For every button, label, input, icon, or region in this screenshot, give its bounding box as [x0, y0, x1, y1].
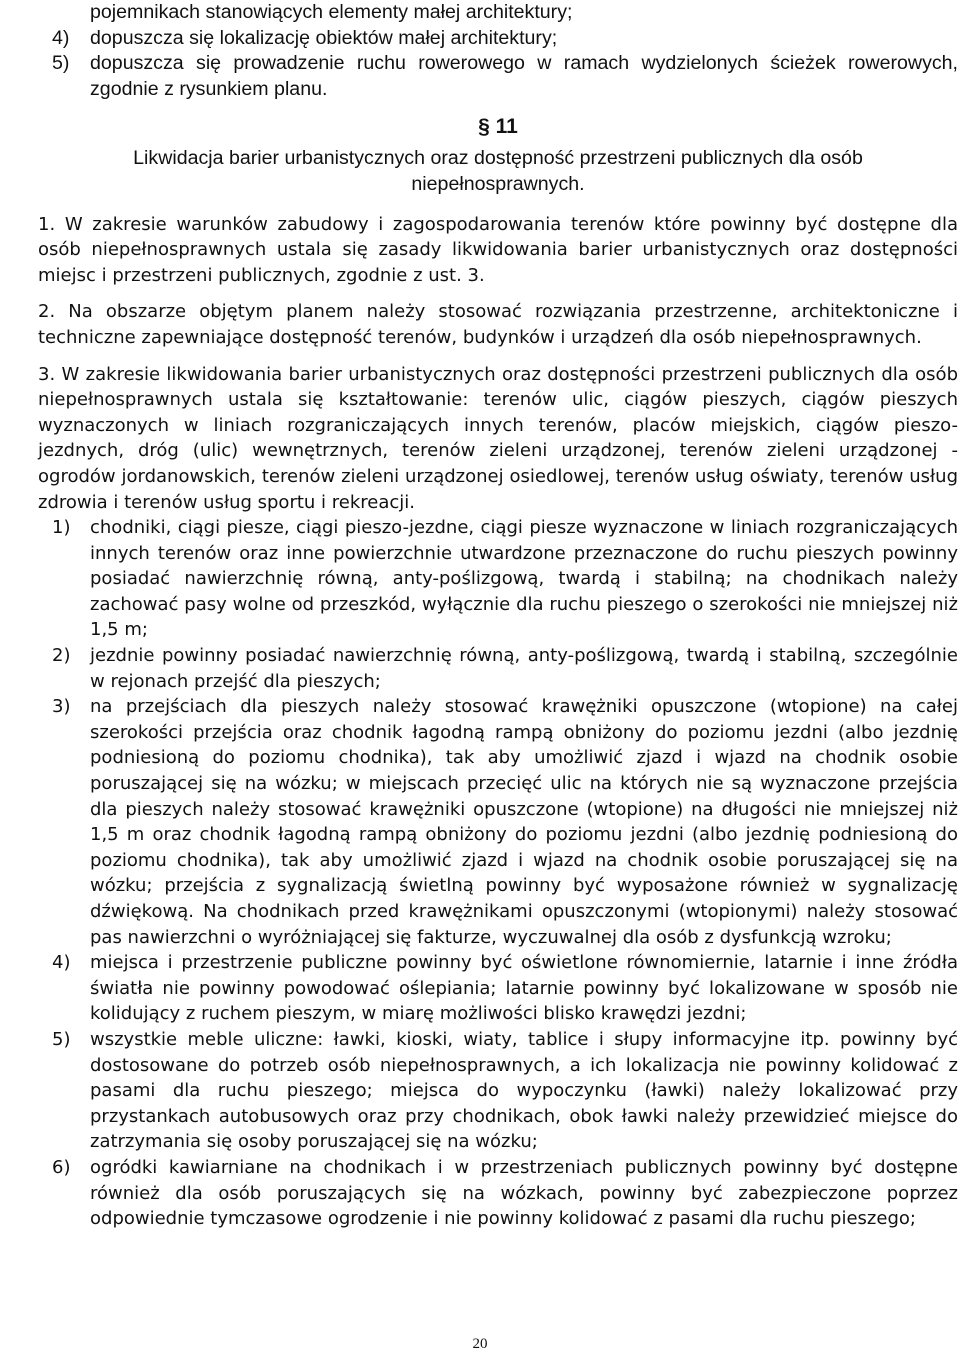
document-page: [38, 0, 958, 1232]
paragraph-text: W zakresie likwidowania barier urbanistycznych oraz dostępności przestrzeni publicznych dla osób niepełnosprawnych ustala się kształtowanie: terenów ulic, ciągów pieszych, ciągów pieszych wyznaczonych w liniach rozgraniczających innych terenów, placów miejskich, ciągów pieszo-jezdnych, dróg (ulic) wewnętrznych, terenów zieleni urządzonej, terenów zieleni urządzonej - ogrodów jordanowskich, terenów zieleni urządzonej osiedlowej, terenów usług oświaty, terenów usług zdrowia i terenów usług sportu i rekreacji.: [38, 363, 958, 513]
list-item-number: 5): [52, 52, 70, 75]
list-item-number: 4): [52, 26, 70, 49]
list-item-text: chodniki, ciągi piesze, ciągi pieszo-jezdne, ciągi piesze wyznaczone w liniach rozgraniczających innych terenów oraz inne powierzchnie utwardzone przeznaczone do ruchu pieszych powinny posiadać nawierzchnię równą, anty-poślizgową, twardą i stabilną; na chodnikach należy zachować pasy wolne od przeszkód, wyłącznie dla ruchu pieszego o szerokości nie mniejszej niż 1,5 m;: [90, 517, 958, 641]
list-item-number: 3): [52, 696, 71, 718]
list-item-text: ogródki kawiarniane na chodnikach i w przestrzeniach publicznych powinny być dostępne również dla osób poruszających się na wózkach, powinny być zabezpieczone poprzez odpowiednie tymczasowe ogrodzenie i nie powinny kolidować z pasami dla ruchu pieszego;: [90, 1156, 958, 1230]
list-item: [38, 950, 958, 1027]
top-block: [38, 0, 958, 102]
list-item: [38, 51, 958, 102]
list-item: [38, 515, 958, 643]
list-item-number: 2): [52, 645, 71, 667]
continued-line: pojemnikach stanowiących elementy małej architektury;: [90, 1, 573, 23]
list-item-number: 1): [52, 517, 71, 539]
list-item-text: dopuszcza się prowadzenie ruchu rowerowego w ramach wydzielonych ścieżek rowerowych, zgodnie z rysunkiem planu.: [90, 52, 958, 100]
paragraph: [38, 212, 958, 289]
paragraph-text: W zakresie warunków zabudowy i zagospodarowania terenów które powinny być dostępne dla osób niepełnosprawnych ustala się zasady likwidowania barier urbanistycznych oraz dostępności miejsc i przestrzeni publicznych, zgodnie z ust. 3.: [38, 213, 958, 286]
list-item-number: 6): [52, 1156, 71, 1178]
list-item-number: 5): [52, 1028, 71, 1050]
paragraph-number: 2.: [38, 301, 56, 323]
list-item: [38, 1027, 958, 1155]
list-item-text: na przejściach dla pieszych należy stosować krawężniki opuszczone (wtopione) na całej szerokości przejścia oraz chodnik łagodną rampą obniżony do poziomu jezdni (albo jezdnię podniesioną do poziomu chodnika), tak aby umożliwić zjazd i wjazd na chodnik osobie poruszającej się na wózku; w miejscach przecięć ulic na których nie są wyznaczone przejścia dla pieszych należy stosować krawężniki opuszczone (wtopione) na długości nie mniejszej niż 1,5 m oraz chodnik łagodną rampą obniżony do poziomu jezdni (albo jezdnię podniesioną do poziomu chodnika), tak aby umożliwić zjazd i wjazd na chodnik osobie poruszającej się na wózku; przejścia z sygnalizacją świetlną powinny być wyposażone również w sygnalizację dźwiękową. Na chodnikach przed krawężnikami opuszczonymi (wtopionymi) należy stosować pas nawierzchni o wyróżniającej się fakturze, wyczuwalnej dla osób z dysfunkcją wzroku;: [90, 696, 958, 948]
list-item-text: wszystkie meble uliczne: ławki, kioski, wiaty, tablice i słupy informacyjne itp. powinny być dostosowane do potrzeb osób niepełnosprawnych, a ich lokalizacja nie powinny kolidować z pasami dla ruchu pieszego; miejsca do wypoczynku (ławki) należy lokalizować przy przystankach autobusowych oraz przy chodnikach, obok ławki należy przewidzieć miejsce do zatrzymania się osoby poruszającej się na wózku;: [90, 1028, 958, 1153]
paragraph-number: 3.: [38, 363, 56, 385]
list-item: [38, 1155, 958, 1232]
paragraphs: [38, 212, 958, 1232]
list-item: [38, 26, 958, 52]
paragraph-text: Na obszarze objętym planem należy stosować rozwiązania przestrzenne, architektoniczne i techniczne zapewniające dostępność terenów, budynków i urządzeń dla osób niepełnosprawnych.: [38, 301, 958, 348]
list-item-text: jezdnie powinny posiadać nawierzchnię równą, anty-poślizgową, twardą i stabilną, szczególnie w rejonach przejść dla pieszych;: [90, 645, 958, 692]
list-item-text: dopuszcza się lokalizację obiektów małej architektury;: [90, 26, 558, 49]
paragraph: [38, 299, 958, 350]
list-item: [38, 694, 958, 950]
paragraph: [38, 362, 958, 516]
section-heading: § 11: [478, 115, 518, 139]
list-item-text: miejsca i przestrzenie publiczne powinny być oświetlone równomiernie, latarnie i inne źródła światła nie powinny powodować oślepiania; latarnie powinny być lokalizowane w sposób nie kolidujący z ruchem pieszym, w miarę możliwości blisko krawędzi jezdni;: [90, 952, 958, 1025]
paragraph-number: 1.: [38, 213, 56, 235]
section-title: Likwidacja barier urbanistycznych oraz dostępność przestrzeni publicznych dla osób niepełnosprawnych.: [133, 147, 863, 195]
list-item: [38, 643, 958, 694]
page-number: 20: [472, 1336, 488, 1352]
list-item-number: 4): [52, 952, 71, 974]
